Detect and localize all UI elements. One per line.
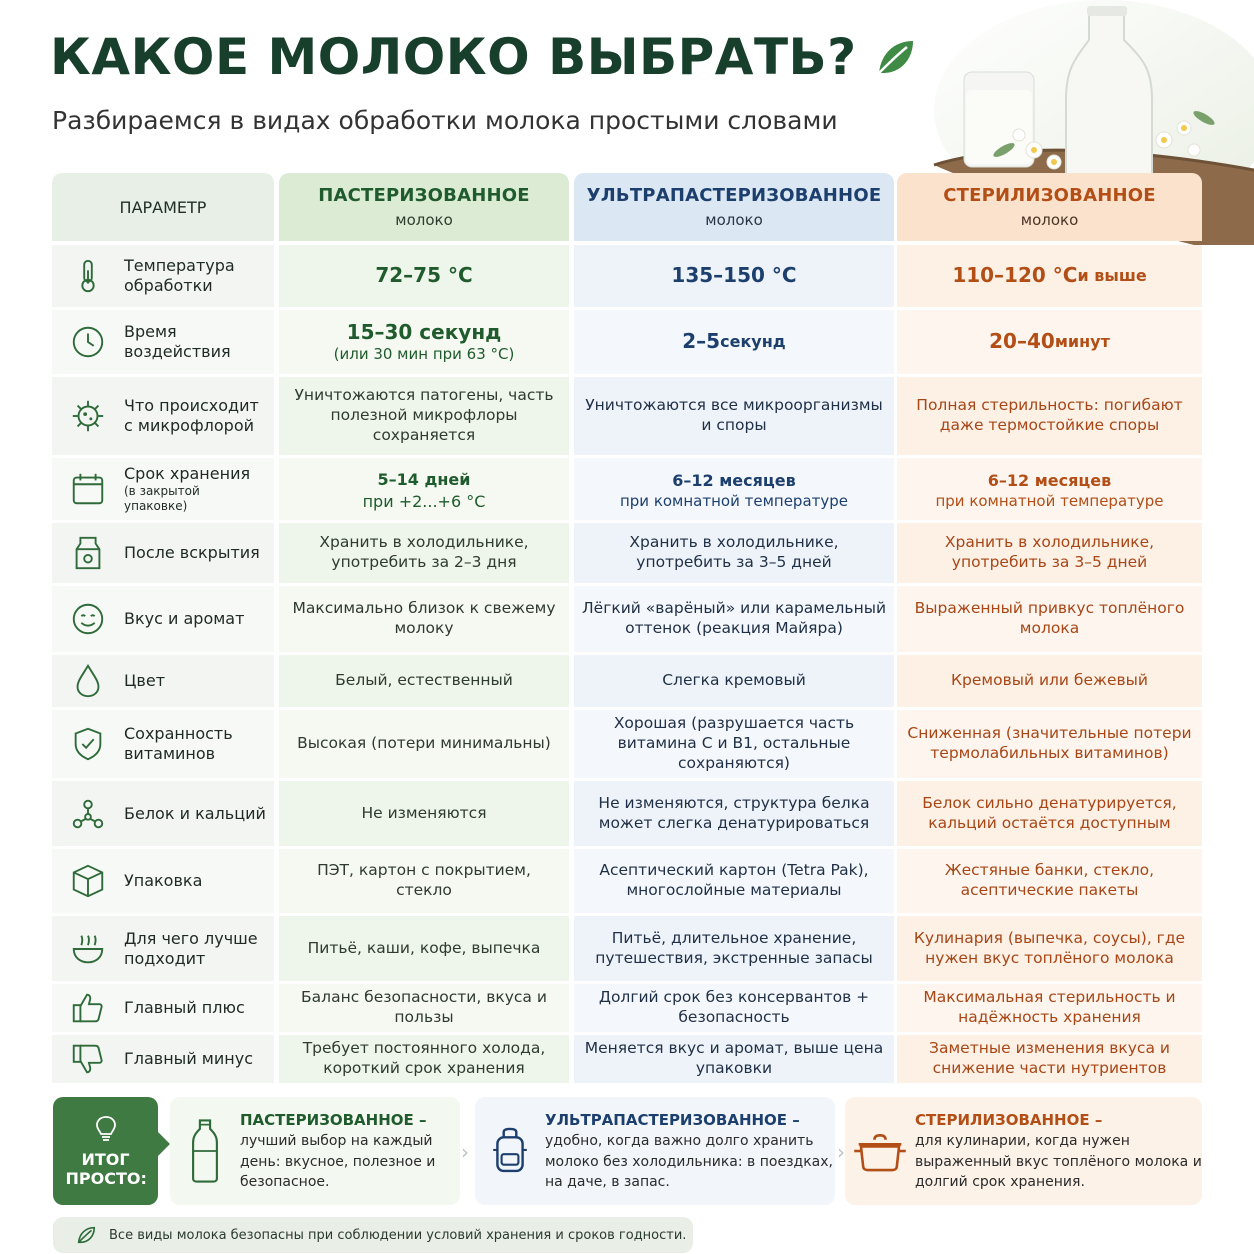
- sterilized-cell: [897, 310, 1202, 374]
- header-ultrapasteurized-sub: молоко: [705, 211, 763, 229]
- header-pasteurized-title: ПАСТЕРИЗОВАННОЕ: [318, 185, 530, 206]
- ultrapasteurized-cell: Лёгкий «варёный» или карамельный оттенок (реакция Майяра): [574, 586, 894, 652]
- milk-bottle-icon: [188, 1116, 222, 1186]
- summary-sterilized: [845, 1097, 1202, 1205]
- table-row: [52, 655, 1202, 707]
- header-pasteurized-sub: молоко: [395, 211, 453, 229]
- param-label: [124, 464, 266, 514]
- pasteurized-cell: Не изменяются: [279, 781, 569, 846]
- value-main: 20–40: [989, 329, 1055, 354]
- pasteurized-cell: Питьё, каши, кофе, выпечка: [279, 916, 569, 981]
- header-sterilized: [897, 173, 1202, 241]
- summary-label: ИТОГ ПРОСТО:: [65, 1149, 147, 1188]
- table-row: [52, 458, 1202, 520]
- ultrapasteurized-cell: Хранить в холодильнике, употребить за 3–5 дней: [574, 523, 894, 583]
- thermometer-icon: [69, 257, 107, 295]
- param-label: Время воздействия: [124, 322, 231, 361]
- table-row: [52, 781, 1202, 846]
- param-cell: [52, 781, 274, 846]
- sterilized-cell: [897, 245, 1202, 307]
- summary-ultrapasteurized: [475, 1097, 835, 1205]
- param-label: Упаковка: [124, 871, 203, 890]
- param-label: После вскрытия: [124, 543, 260, 562]
- param-cell: [52, 655, 274, 707]
- value-main: 2–5: [682, 329, 721, 354]
- ultrapasteurized-cell: [574, 310, 894, 374]
- ultrapasteurized-cell: Питьё, длительное хранение, путешествия, экстренные запасы: [574, 916, 894, 981]
- header-sterilized-sub: молоко: [1020, 211, 1079, 229]
- summary-sterilized-text: для кулинарии, когда нужен выраженный вкус топлёного молока и долгий срок хранения.: [915, 1133, 1202, 1191]
- value-main: 6–12 месяцев: [987, 470, 1112, 490]
- summary-arrow: [156, 1130, 170, 1158]
- cooking-pot-icon: [852, 1128, 908, 1174]
- ultrapasteurized-cell: Долгий срок без консервантов + безопасность: [574, 984, 894, 1032]
- summary-sterilized-title: СТЕРИЛИЗОВАННОЕ –: [915, 1110, 1103, 1129]
- param-cell: [52, 1035, 274, 1083]
- sterilized-cell: Полная стерильность: погибают даже термостойкие споры: [897, 377, 1202, 455]
- sterilized-cell: Белок сильно денатурируется, кальций остаётся доступным: [897, 781, 1202, 846]
- param-cell: [52, 710, 274, 778]
- value-unit: минут: [1054, 331, 1110, 351]
- pasteurized-cell: [279, 458, 569, 520]
- thumbs-down-icon: [69, 1040, 107, 1078]
- param-cell: [52, 849, 274, 913]
- summary-pasteurized-title: ПАСТЕРИЗОВАННОЕ –: [240, 1110, 427, 1129]
- ultrapasteurized-cell: Хорошая (разрушается часть витамина C и B1, остальные сохраняются): [574, 710, 894, 778]
- param-label: Главный плюс: [124, 998, 245, 1017]
- table-row: [52, 984, 1202, 1032]
- summary-ultrapasteurized-text: удобно, когда важно долго хранить молоко без холодильника: в поездках, на даче, в запас.: [545, 1133, 833, 1191]
- bowl-icon: [69, 930, 107, 968]
- header-pasteurized: [279, 173, 569, 241]
- param-cell: [52, 586, 274, 652]
- footer-note: [53, 1217, 693, 1253]
- value-main: 5–14 дней: [377, 469, 471, 489]
- param-label-main: Срок хранения: [124, 464, 251, 483]
- param-cell: [52, 458, 274, 520]
- param-cell: [52, 310, 274, 374]
- taste-face-icon: [69, 600, 107, 638]
- pasteurized-cell: Баланс безопасности, вкуса и пользы: [279, 984, 569, 1032]
- table-row: [52, 710, 1202, 778]
- pasteurized-cell: Уничтожаются патогены, часть полезной микрофлоры сохраняется: [279, 377, 569, 455]
- milk-carton-icon: [69, 534, 107, 572]
- pasteurized-cell: 72–75 °C: [279, 245, 569, 307]
- sterilized-cell: Сниженная (значительные потери термолабильных витаминов): [897, 710, 1202, 778]
- table-row: [52, 586, 1202, 652]
- header-sterilized-title: СТЕРИЛИЗОВАННОЕ: [943, 185, 1156, 206]
- value-sub: при комнатной температуре: [619, 492, 849, 511]
- box-icon: [69, 862, 107, 900]
- param-cell: [52, 377, 274, 455]
- param-cell: [52, 245, 274, 307]
- table-row: [52, 377, 1202, 455]
- shield-icon: [69, 725, 107, 763]
- sterilized-cell: Жестяные банки, стекло, асептические пакеты: [897, 849, 1202, 913]
- header-ultrapasteurized: [574, 173, 894, 241]
- param-label: Цвет: [124, 671, 166, 690]
- param-label: Для чего лучше подходит: [124, 928, 258, 968]
- param-note: (в закрытой упаковке): [124, 484, 200, 513]
- pasteurized-cell: Белый, естественный: [279, 655, 569, 707]
- param-label: Белок и кальций: [124, 803, 266, 823]
- value-sub: при комнатной температуре: [935, 492, 1164, 511]
- param-cell: [52, 523, 274, 583]
- pasteurized-cell: Высокая (потери минимальны): [279, 710, 569, 778]
- value-unit: и выше: [1077, 265, 1147, 285]
- param-label: Что происходит с микрофлорой: [124, 396, 259, 435]
- lightbulb-icon: [91, 1114, 121, 1144]
- pasteurized-cell: Хранить в холодильнике, употребить за 2–3 дня: [279, 523, 569, 583]
- table-row: [52, 916, 1202, 981]
- table-row: [52, 245, 1202, 307]
- page-title: [50, 28, 919, 86]
- drop-icon: [69, 662, 107, 700]
- backpack-icon: [489, 1124, 531, 1178]
- footer-text: Все виды молока безопасны при соблюдении условий хранения и сроков годности.: [109, 1227, 687, 1243]
- sterilized-cell: [897, 458, 1202, 520]
- table-row: [52, 849, 1202, 913]
- param-cell: [52, 984, 274, 1032]
- ultrapasteurized-cell: Не изменяются, структура белка может слегка денатурироваться: [574, 781, 894, 846]
- pasteurized-cell: ПЭТ, картон с покрытием, стекло: [279, 849, 569, 913]
- sterilized-cell: Выраженный привкус топлёного молока: [897, 586, 1202, 652]
- clock-icon: [69, 323, 107, 361]
- value-main: 15–30 секунд: [346, 319, 502, 344]
- ultrapasteurized-cell: Меняется вкус и аромат, выше цена упаковки: [574, 1035, 894, 1083]
- calendar-icon: [69, 470, 107, 508]
- sterilized-cell: Кремовый или бежевый: [897, 655, 1202, 707]
- ultrapasteurized-cell: [574, 458, 894, 520]
- ultrapasteurized-cell: Слегка кремовый: [574, 655, 894, 707]
- summary-pasteurized: [170, 1097, 460, 1205]
- value-main: 110–120 °C: [952, 263, 1078, 288]
- thumbs-up-icon: [69, 989, 107, 1027]
- summary-label-box: [53, 1097, 158, 1205]
- page-title-text: КАКОЕ МОЛОКО ВЫБРАТЬ?: [50, 28, 857, 86]
- header-param: [52, 173, 274, 241]
- table-row: [52, 1035, 1202, 1083]
- pasteurized-cell: [279, 310, 569, 374]
- param-label: Вкус и аромат: [124, 609, 245, 628]
- value-sub: (или 30 мин при 63 °C): [333, 345, 515, 364]
- ultrapasteurized-cell: Асептический картон (Tetra Pak), многослойные материалы: [574, 849, 894, 913]
- value-sub: при +2...+6 °C: [362, 491, 486, 511]
- sterilized-cell: Заметные изменения вкуса и снижение части нутриентов: [897, 1035, 1202, 1083]
- value-unit: секунд: [720, 331, 786, 351]
- pasteurized-cell: Максимально близок к свежему молоку: [279, 586, 569, 652]
- molecule-icon: [69, 795, 107, 833]
- microbe-icon: [69, 397, 107, 435]
- param-cell: [52, 916, 274, 981]
- table-row: [52, 523, 1202, 583]
- leaf-icon: [75, 1224, 97, 1246]
- chevron-right-icon: ›: [461, 1140, 469, 1164]
- summary-pasteurized-text: лучший выбор на каждый день: вкусное, полезное и безопасное.: [240, 1133, 436, 1191]
- ultrapasteurized-cell: 135–150 °C: [574, 245, 894, 307]
- pasteurized-cell: Требует постоянного холода, короткий срок хранения: [279, 1035, 569, 1083]
- ultrapasteurized-cell: Уничтожаются все микроорганизмы и споры: [574, 377, 894, 455]
- summary-ultrapasteurized-title: УЛЬТРАПАСТЕРИЗОВАННОЕ –: [545, 1110, 800, 1129]
- chevron-right-icon: ›: [837, 1140, 845, 1164]
- param-label: Главный минус: [124, 1049, 253, 1068]
- header-param-label: ПАРАМЕТР: [119, 197, 207, 217]
- value-main: 6–12 месяцев: [672, 470, 796, 490]
- sterilized-cell: Кулинария (выпечка, соусы), где нужен вкус топлёного молока: [897, 916, 1202, 981]
- sterilized-cell: Максимальная стерильность и надёжность хранения: [897, 984, 1202, 1032]
- page-subtitle: Разбираемся в видах обработки молока простыми словами: [52, 106, 838, 135]
- sterilized-cell: Хранить в холодильнике, употребить за 3–5 дней: [897, 523, 1202, 583]
- param-label: Сохранность витаминов: [124, 724, 233, 763]
- table-row: [52, 310, 1202, 374]
- header-ultrapasteurized-title: УЛЬТРАПАСТЕРИЗОВАННОЕ: [586, 185, 882, 206]
- param-label: Температура обработки: [124, 256, 235, 295]
